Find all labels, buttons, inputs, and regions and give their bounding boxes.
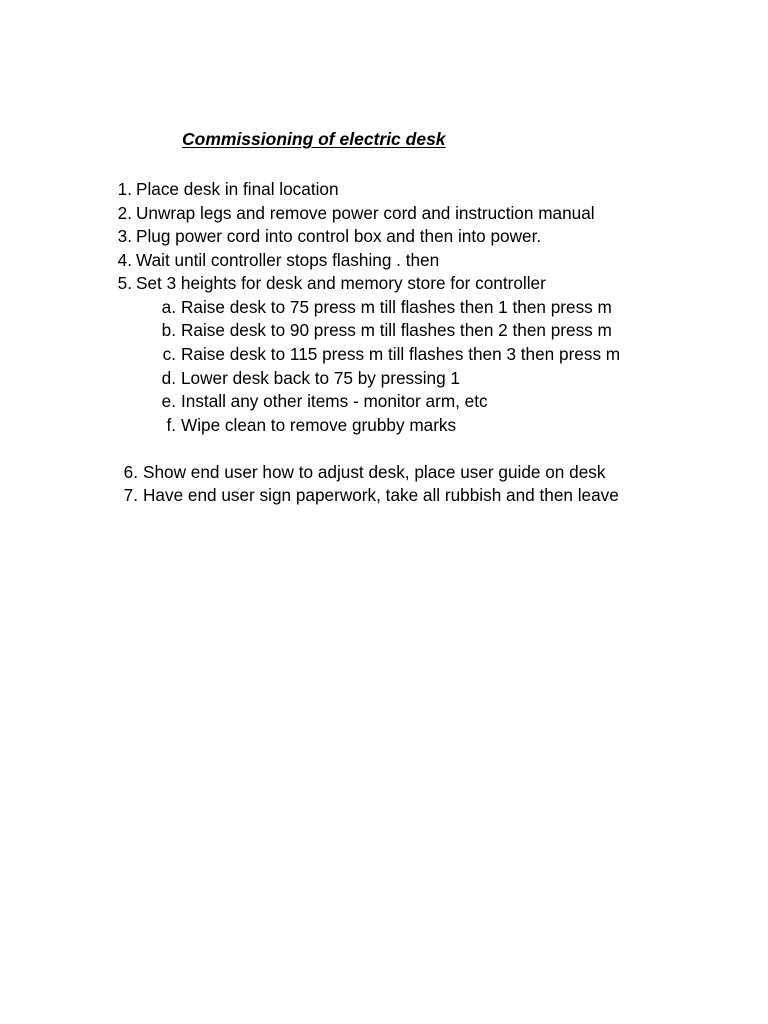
step-text: Show end user how to adjust desk, place user guide on desk [143,462,606,482]
document-title: Commissioning of electric desk [182,129,446,149]
list-marker: e. [161,391,176,411]
step-text: Place desk in final location [136,179,339,199]
list-marker: 2. [117,203,132,223]
list-marker: f. [166,415,176,435]
step-text: Set 3 heights for desk and memory store for controller [136,273,546,293]
list-marker: a. [161,297,176,317]
step-text: Unwrap legs and remove power cord and instruction manual [136,203,595,223]
step-text: Plug power cord into control box and then into power. [136,226,542,246]
substep-text: Wipe clean to remove grubby marks [181,415,457,435]
substep-text: Install any other items - monitor arm, etc [181,391,488,411]
list-marker: d. [161,368,176,388]
list-marker: b. [161,320,176,340]
list-marker: 7. [123,485,138,505]
substep-text: Raise desk to 90 press m till flashes then 2 then press m [181,320,612,340]
list-marker: 1. [117,179,132,199]
step-text: Wait until controller stops flashing . then [136,250,440,270]
list-marker: 4. [117,250,132,270]
substep-text: Raise desk to 115 press m till flashes then 3 then press m [181,344,621,364]
list-marker: 6. [123,462,138,482]
list-marker: c. [162,344,176,364]
list-marker: 3. [117,226,132,246]
substep-text: Raise desk to 75 press m till flashes then 1 then press m [181,297,612,317]
substep-text: Lower desk back to 75 by pressing 1 [181,368,460,388]
list-marker: 5. [117,273,132,293]
step-text: Have end user sign paperwork, take all rubbish and then leave [143,485,619,505]
